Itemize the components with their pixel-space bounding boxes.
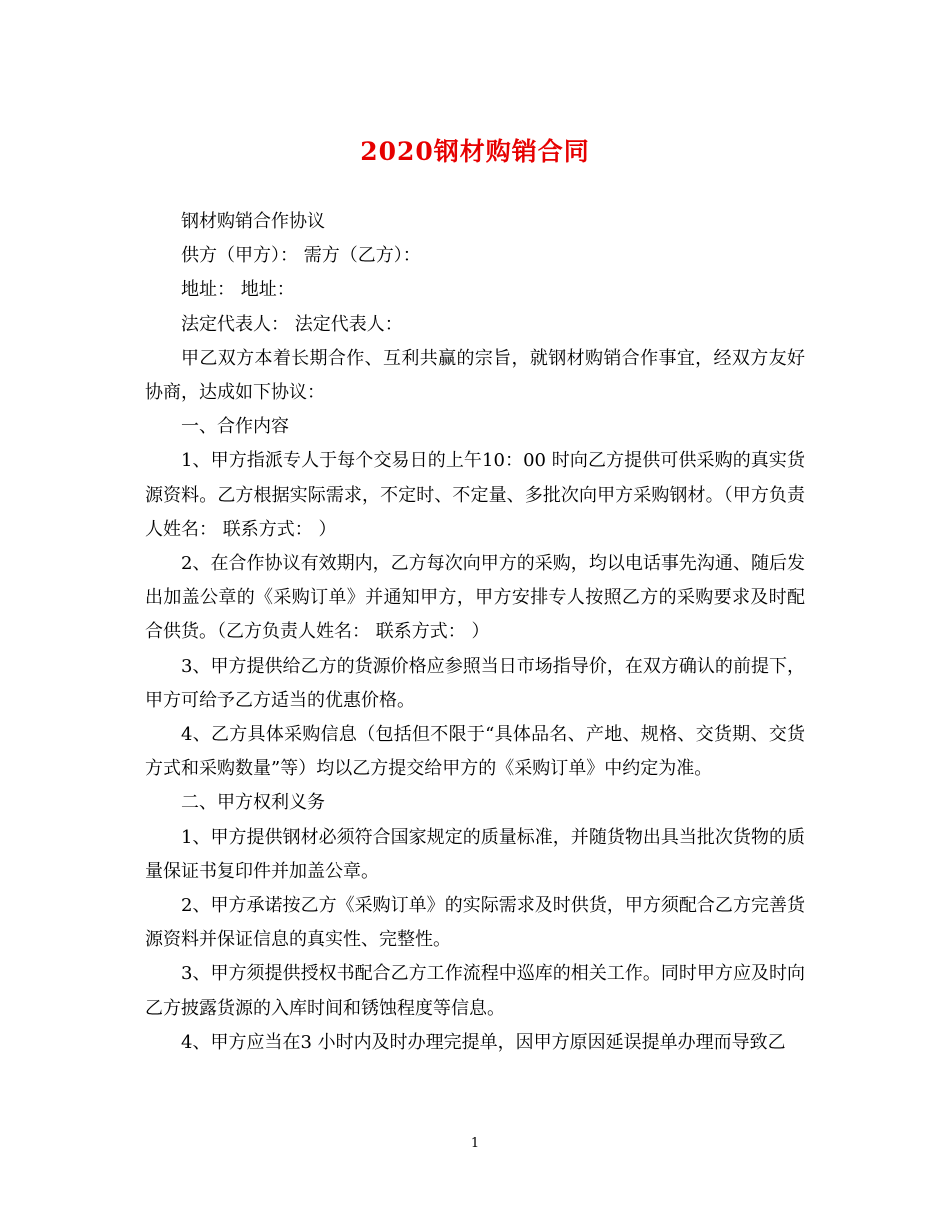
clause-2-2: 2、甲方承诺按乙方《采购订单》的实际需求及时供货，甲方须配合乙方完善货源资料并保证信息的真实性、完整性。 xyxy=(145,895,805,951)
paragraph-representative: 法定代表人： 法定代表人： xyxy=(181,313,403,335)
paragraph-preamble: 甲乙双方本着长期合作、互利共赢的宗旨，就钢材购销合作事宜，经双方友好协商，达成如下协议： xyxy=(145,347,805,404)
clause-1-3: 3、甲方提供给乙方的货源价格应参照当日市场指导价，在双方确认的前提下，甲方可给予乙方适当的优惠价格。 xyxy=(145,655,805,711)
document-body xyxy=(145,205,805,1060)
clause-1-4: 4、乙方具体采购信息（包括但不限于“具体品名、产地、规格、交货期、交货方式和采购数量”等）均以乙方提交给甲方的《采购订单》中约定为准。 xyxy=(145,724,805,780)
clause-1-2: 2、在合作协议有效期内，乙方每次向甲方的采购，均以电话事先沟通、随后发出加盖公章的《采购订单》并通知甲方，甲方安排专人按照乙方的采购要求及时配合供货。（乙方负责人姓名： 联系方式： ） xyxy=(145,553,805,643)
page-number: 1 xyxy=(470,1136,480,1151)
paragraph-address: 地址： 地址： xyxy=(181,279,295,301)
page-title: 2020钢材购销合同 xyxy=(360,137,590,166)
section-heading-cooperation: 一、合作内容 xyxy=(181,416,289,438)
clause-2-3: 3、甲方须提供授权书配合乙方工作流程中巡库的相关工作。同时甲方应及时向乙方披露货源的入库时间和锈蚀程度等信息。 xyxy=(145,963,805,1019)
section-heading-party-a: 二、甲方权利义务 xyxy=(181,792,325,814)
clause-2-4: 4、甲方应当在3 小时内及时办理完提单，因甲方原因延误提单办理而导致乙 xyxy=(181,1031,786,1053)
clause-2-1: 1、甲方提供钢材必须符合国家规定的质量标准，并随货物出具当批次货物的质量保证书复印件并加盖公章。 xyxy=(145,826,805,882)
clause-1-1: 1、甲方指派专人于每个交易日的上午10：00 时向乙方提供可供采购的真实货源资料。乙方根据实际需求，不定时、不定量、多批次向甲方采购钢材。（甲方负责人姓名： 联系方式： ） xyxy=(145,450,805,540)
paragraph-subtitle: 钢材购销合作协议 xyxy=(181,211,325,232)
paragraph-parties: 供方（甲方）： 需方（乙方）： xyxy=(181,245,421,267)
